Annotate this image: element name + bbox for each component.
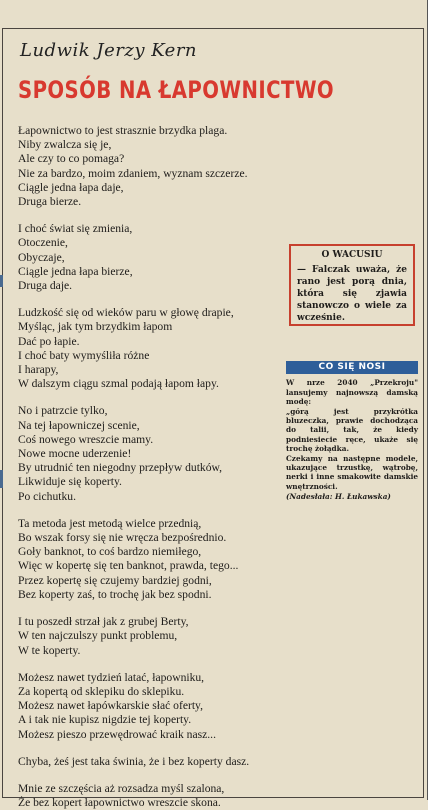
- poem-line: Druga bierze.: [18, 195, 82, 209]
- margin-mark: [0, 275, 3, 287]
- poem-line: W ten najczulszy punkt problemu,: [18, 629, 178, 643]
- stanza-gap: [18, 769, 308, 782]
- stanza-gap: [18, 504, 308, 517]
- poem-line: Ludzkość się od wieków paru w głowę drapie,: [18, 306, 234, 320]
- poem-line: Łapownictwo to jest strasznie brzydka plaga.: [18, 124, 228, 137]
- co-sie-nosi-heading: CO SIĘ NOSI: [286, 361, 418, 374]
- poem-line: I harapy,: [18, 363, 59, 377]
- poem-line: Przez kopertę się czujemy bardziej godni,: [18, 573, 212, 587]
- wacusiu-heading: O WACUSIU: [321, 250, 383, 260]
- margin-mark: [0, 470, 3, 488]
- poem-line: W dalszym ciągu szmal podają łapom łapy.: [18, 377, 219, 391]
- stanza-gap: [18, 602, 308, 615]
- poem-line: Otoczenie,: [18, 236, 68, 250]
- poem-line: Goły banknot, to coś bardzo niemiłego,: [18, 545, 202, 559]
- poem-line: Bez koperty zaś, to trochę jak bez spodni.: [18, 587, 212, 601]
- poem-body: [18, 124, 308, 810]
- author-name: Ludwik Jerzy Kern: [20, 40, 198, 61]
- poem-line: Mnie ze szczęścia aż rozsadza myśl szalona,: [18, 781, 225, 795]
- poem-line: Na tej łapowniczej scenie,: [18, 418, 140, 432]
- poem-line: Myśląc, jak tym brzydkim łapom: [18, 320, 173, 334]
- poem-line: Ciągle jedna łapa bierze,: [18, 264, 133, 278]
- poem-line: Niby zwalcza się je,: [18, 138, 112, 152]
- co-sie-nosi-box: [286, 361, 418, 502]
- poem-line: Druga daje.: [18, 279, 73, 293]
- poem-line: Za kopertą od sklepiku do sklepiku.: [18, 684, 185, 698]
- poem-line: Możesz nawet łapówkarskie słać oferty,: [18, 699, 203, 713]
- wacusiu-text: — Falczak uważa, że rano jest porą dnia, która się zjawia stanowczo o wiele za wcześnie.: [297, 265, 407, 323]
- poem-line: Bo wszak forsy się nie wręcza bezpośrednio.: [18, 531, 227, 545]
- co-sie-nosi-followup: Czekamy na następne modele, ukazujące trzustkę, wątrobę, nerki i inne smakowite damskie wnętrzności.: [286, 453, 418, 491]
- poem-line: No i patrzcie tylko,: [18, 404, 108, 418]
- stanza-gap: [18, 293, 308, 306]
- poem-line: Możesz pieszo przewędrować kraik nasz...: [18, 727, 216, 741]
- poem-line: Ciągle jedna łapa daje,: [18, 180, 124, 194]
- poem-line: Nowe mocne uderzenie!: [18, 447, 132, 461]
- co-sie-nosi-quote: „górą jest przykrótka bluzeczka, prawie dochodząca do talii, tak, że kiedy podniesiecie ręce, ukaże się trochę żołądka.: [286, 406, 418, 454]
- co-sie-nosi-signature: (Nadesłała: H. Łukawska): [286, 492, 391, 502]
- poem-line: I choć świat się zmienia,: [18, 222, 133, 236]
- poem-line: Chyba, żeś jest taka świnia, że i bez koperty dasz.: [18, 754, 250, 768]
- wacusiu-box: [289, 244, 415, 326]
- article-title: SPOSÓB NA ŁAPOWNICTWO: [18, 76, 335, 104]
- poem-line: Obyczaje,: [18, 250, 65, 264]
- poem-line: By utrudnić ten niegodny przepływ dutków,: [18, 461, 223, 475]
- poem-line: I choć baty wymyśliła różne: [18, 348, 150, 362]
- poem-line: Coś nowego wreszcie mamy.: [18, 432, 154, 446]
- stanza-gap: [18, 209, 308, 222]
- poem-line: Po cichutku.: [18, 489, 76, 503]
- poem-line: Likwiduje się koperty.: [18, 475, 122, 489]
- poem-line: Możesz nawet tydzień latać, łapowniku,: [18, 670, 205, 684]
- poem-line: Nie za bardzo, moim zdaniem, wyznam szczerze.: [18, 166, 248, 180]
- poem-line: Ale czy to co pomaga?: [18, 152, 125, 166]
- poem-line: Że bez kopert łapownictwo wreszcie skona.: [18, 796, 221, 810]
- poem-line: I tu poszedł strzał jak z grubej Berty,: [18, 615, 189, 629]
- poem-line: Ta metoda jest metodą wielce przednią,: [18, 516, 202, 530]
- poem-line: W te koperty.: [18, 643, 81, 657]
- poem-line: A i tak nie kupisz nigdzie tej koperty.: [18, 713, 192, 727]
- stanza-gap: [18, 658, 308, 671]
- stanza-gap: [18, 391, 308, 404]
- stanza-gap: [18, 742, 308, 755]
- poem-line: Dać po łapie.: [18, 334, 80, 348]
- poem-line: Więc w kopertę się ten banknot, prawda, tego...: [18, 559, 239, 573]
- co-sie-nosi-intro: W nrze 2040 „Przekroju" lansujemy najnowszą damską modę:: [286, 378, 418, 407]
